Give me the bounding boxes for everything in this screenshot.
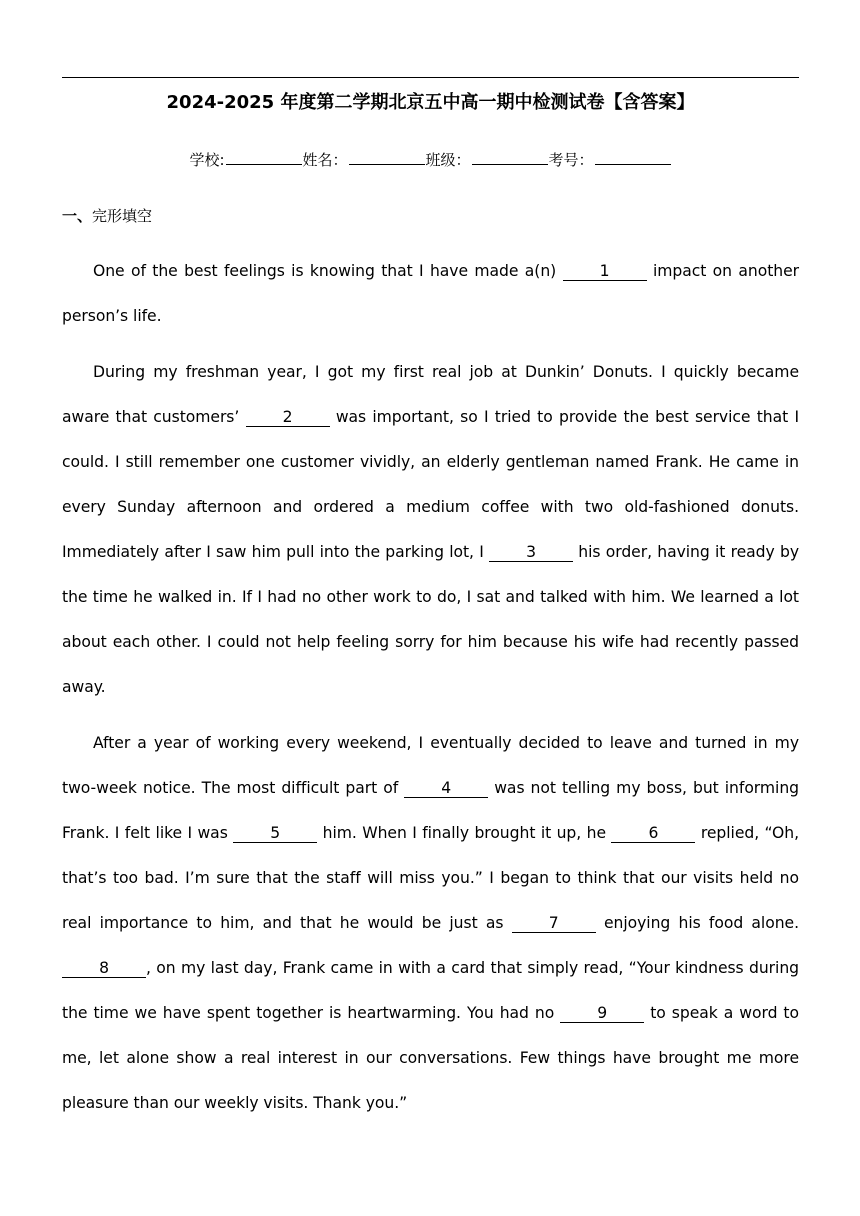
paragraph-1 — [62, 249, 799, 339]
name-label: 姓名： — [302, 151, 348, 169]
paragraph-2 — [62, 350, 799, 710]
text-segment: to speak a word to me, let alone show a real interest in our conversations. Few things have brought me more pleasure than our weekly visits. Thank you.” — [62, 1004, 799, 1112]
section-heading-cloze — [62, 205, 152, 227]
text-segment: After a year of working every weekend, I eventually decided to leave and turned in my two-week notice. The most difficult part of — [62, 734, 799, 797]
blank-6: 6 — [611, 824, 695, 843]
school-field[interactable] — [226, 148, 302, 165]
text-segment: was important, so I tried to provide the best service that I could. I still remember one customer vividly, an elderly gentleman named Frank. He came in every Sunday afternoon and ordered a medium coffee with two old-fashioned donuts. Immediately after I saw him pull into the parking lot, I — [62, 408, 799, 561]
student-info-line — [62, 148, 799, 171]
text-segment: was not telling my boss, but informing Frank. I felt like I was — [62, 779, 800, 842]
text-segment: , on my last day, Frank came in with a card that simply read, “Your kindness during the time we have spent together is heartwarming. You had no — [62, 959, 799, 1022]
text-segment: replied, “Oh, that’s too bad. I’m sure that the staff will miss you.” I began to think that our visits held no real importance to him, and that he would be just as — [62, 824, 799, 932]
text-segment: his order, having it ready by the time he walked in. If I had no other work to do, I sat and talked with him. We learned a lot about each other. I could not help feeling sorry for him because his wife had recently passed away. — [62, 543, 799, 696]
blank-1: 1 — [563, 262, 647, 281]
blank-3: 3 — [489, 543, 573, 562]
blank-2: 2 — [246, 408, 330, 427]
paragraph-3 — [62, 721, 799, 1126]
blank-7: 7 — [512, 914, 596, 933]
blank-5: 5 — [233, 824, 317, 843]
blank-4: 4 — [404, 779, 488, 798]
header-rule — [62, 77, 799, 78]
exam-number-field[interactable] — [595, 148, 671, 165]
section-title: 完形填空 — [92, 207, 153, 225]
text-segment: impact on another person’s life. — [62, 262, 799, 325]
exam-title: 2024-2025 年度第二学期北京五中高一期中检测试卷【含答案】 — [166, 92, 695, 113]
blank-8: 8 — [62, 959, 146, 978]
text-segment: During my freshman year, I got my first real job at Dunkin’ Donuts. I quickly became aware that customers’ — [62, 363, 799, 426]
school-label: 学校: — [189, 151, 225, 169]
text-segment: him. When I finally brought it up, he — [317, 824, 612, 842]
name-field[interactable] — [349, 148, 425, 165]
text-segment: enjoying his food alone. — [595, 914, 799, 932]
class-field[interactable] — [472, 148, 548, 165]
blank-9: 9 — [560, 1004, 644, 1023]
text-segment: One of the best feelings is knowing that I have made a(n) — [93, 262, 563, 280]
exam-number-label: 考号： — [548, 151, 594, 169]
cloze-passage — [62, 249, 799, 1137]
section-number: 一、 — [62, 207, 93, 225]
class-label: 班级： — [425, 151, 471, 169]
